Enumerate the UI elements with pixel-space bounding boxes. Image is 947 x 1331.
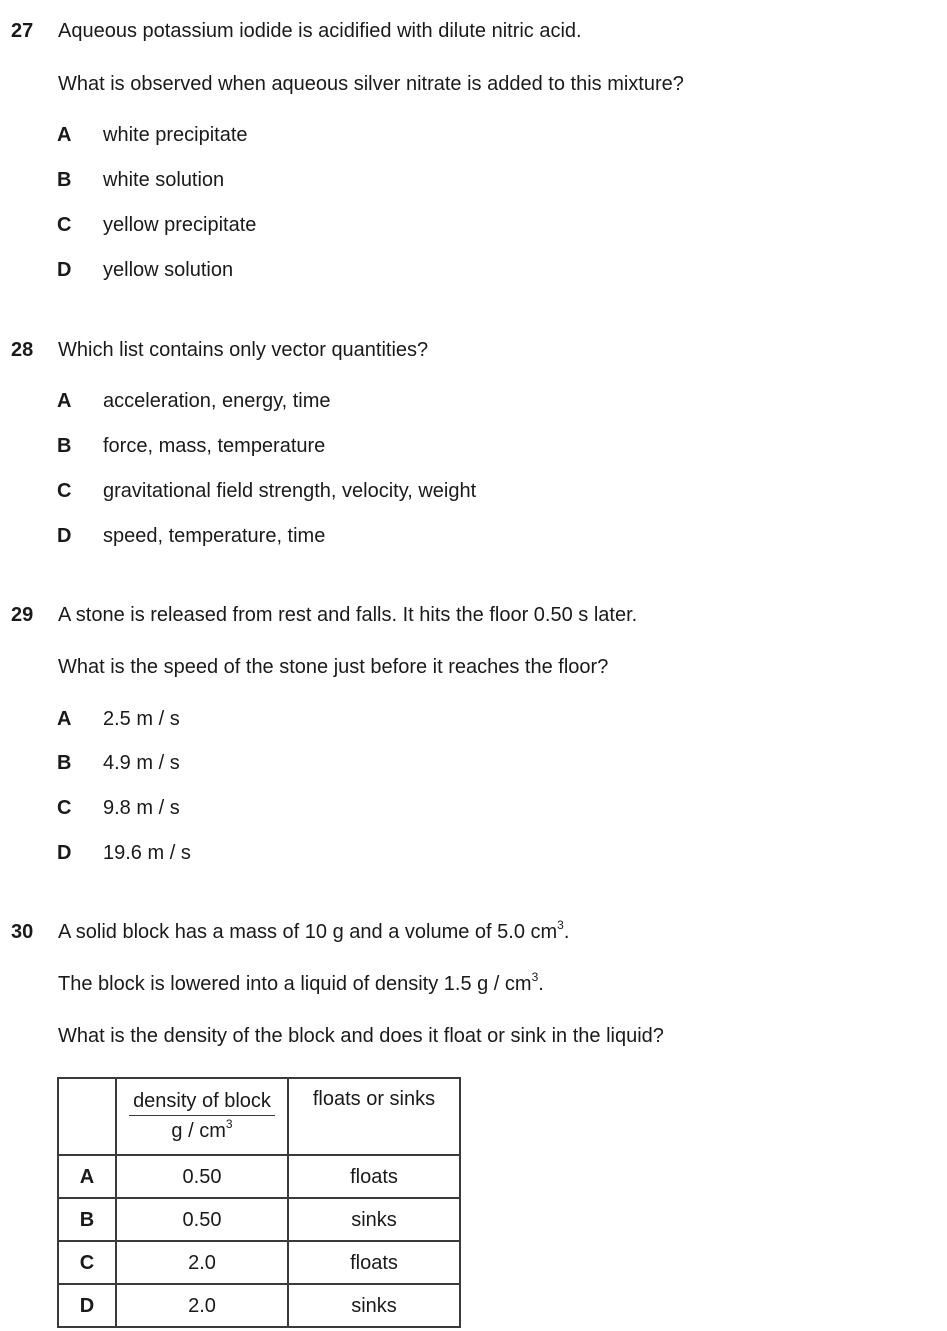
option-text: speed, temperature, time bbox=[103, 525, 326, 547]
density-header: density of block bbox=[129, 1079, 275, 1116]
question-stem-line: The block is lowered into a liquid of density 1.5 g / $cm^3$. bbox=[58, 970, 544, 995]
question-stem: Aqueous potassium iodide is acidified with dilute nitric acid. bbox=[58, 20, 582, 42]
row-letter: C bbox=[58, 1241, 116, 1284]
table-row bbox=[58, 1241, 460, 1284]
table-header-cell bbox=[288, 1078, 460, 1155]
question-prompt: What is the density of the block and does it float or sink in the liquid? bbox=[58, 1025, 664, 1047]
row-density: 2.0 bbox=[116, 1284, 288, 1327]
row-result: sinks bbox=[288, 1284, 460, 1327]
option-letter: D bbox=[57, 525, 72, 547]
option-letter: A bbox=[57, 124, 72, 146]
option-letter: C bbox=[57, 214, 72, 236]
option-letter: B bbox=[57, 435, 72, 457]
row-result: floats bbox=[288, 1241, 460, 1284]
row-density: 0.50 bbox=[116, 1155, 288, 1198]
option-text: gravitational field strength, velocity, weight bbox=[103, 480, 477, 502]
option-letter: B bbox=[57, 752, 72, 774]
question-number: 29 bbox=[11, 604, 34, 626]
row-letter: B bbox=[58, 1198, 116, 1241]
question-stem: A solid block has a mass of 10 g and a volume of 5.0 $cm^3$. bbox=[58, 918, 570, 943]
question-number: 28 bbox=[11, 339, 34, 361]
row-density: 2.0 bbox=[116, 1241, 288, 1284]
option-text: acceleration, energy, time bbox=[103, 390, 331, 412]
table-header-row bbox=[58, 1078, 460, 1155]
row-result: floats bbox=[288, 1155, 460, 1198]
option-letter: A bbox=[57, 708, 72, 730]
answer-table bbox=[57, 1077, 461, 1328]
option-letter: C bbox=[57, 797, 72, 819]
option-letter: A bbox=[57, 390, 72, 412]
row-result: sinks bbox=[288, 1198, 460, 1241]
table-row bbox=[58, 1198, 460, 1241]
option-text: 19.6 m / s bbox=[103, 842, 191, 864]
option-text: 9.8 m / s bbox=[103, 797, 180, 819]
option-text: white solution bbox=[103, 169, 225, 191]
question-number: 27 bbox=[11, 20, 34, 42]
option-text: 4.9 m / s bbox=[103, 752, 180, 774]
question-stem: A stone is released from rest and falls. It hits the floor 0.50 s later. bbox=[58, 604, 638, 626]
table-row bbox=[58, 1284, 460, 1327]
option-text: yellow solution bbox=[103, 259, 234, 281]
question-stem: Which list contains only vector quantities? bbox=[58, 339, 429, 361]
option-text: yellow precipitate bbox=[103, 214, 257, 236]
option-text: white precipitate bbox=[103, 124, 248, 146]
row-letter: D bbox=[58, 1284, 116, 1327]
table-header-cell bbox=[58, 1078, 116, 1155]
table-row bbox=[58, 1155, 460, 1198]
question-prompt: What is the speed of the stone just before it reaches the floor? bbox=[58, 656, 609, 678]
option-text: force, mass, temperature bbox=[103, 435, 326, 457]
question-prompt: What is observed when aqueous silver nitrate is added to this mixture? bbox=[58, 73, 684, 95]
row-density: 0.50 bbox=[116, 1198, 288, 1241]
option-letter: C bbox=[57, 480, 72, 502]
option-letter: B bbox=[57, 169, 72, 191]
density-unit: g / $cm^3$ bbox=[171, 1117, 233, 1142]
row-letter: A bbox=[58, 1155, 116, 1198]
question-number: 30 bbox=[11, 921, 34, 943]
option-letter: D bbox=[57, 842, 72, 864]
table-header-cell bbox=[116, 1078, 288, 1155]
float-sink-header: floats or sinks bbox=[312, 1088, 436, 1110]
option-text: 2.5 m / s bbox=[103, 708, 180, 730]
option-letter: D bbox=[57, 259, 72, 281]
